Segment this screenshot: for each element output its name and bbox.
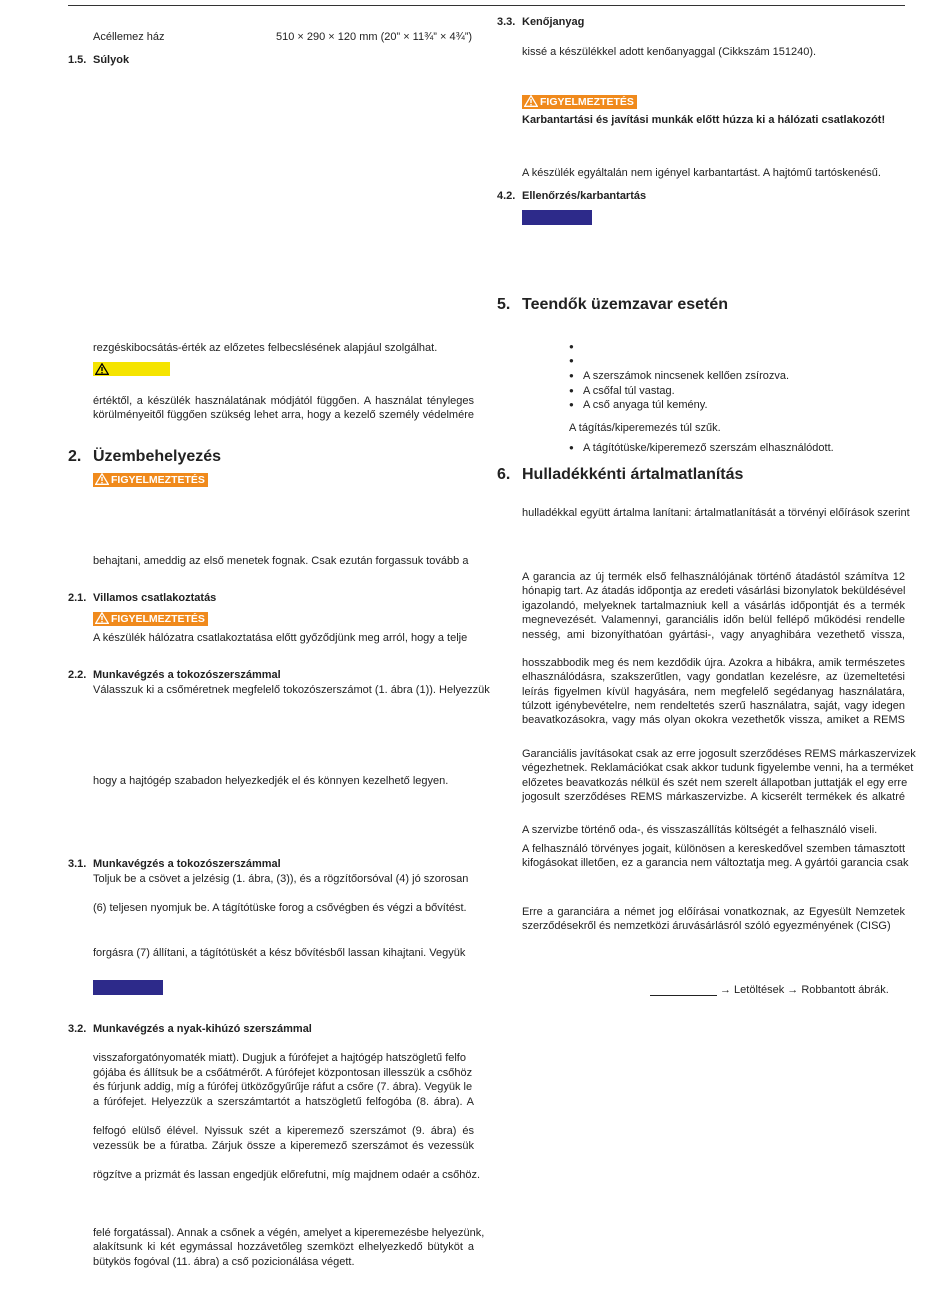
warning-triangle-icon	[95, 473, 109, 485]
warranty-text: A felhasználó törvényes jogait, különösen a kereskedővel szemben támasztott	[522, 843, 905, 855]
warranty-text: kifogásokat illetően, ez a garancia nem változtatja meg. A gyártói garancia csak	[522, 857, 909, 869]
neck-tool-text: bütykös fogóval (11. ábra) a cső pozicionálása végett.	[93, 1256, 355, 1268]
list-item: ● A tágítótüske/kiperemező szerszám elhasználódott.	[583, 441, 834, 455]
vibration-text: rezgéskibocsátás-érték az előzetes felbecslésének alapjául szolgálhat.	[93, 342, 438, 354]
socket-tool-text: Válasszuk ki a csőméretnek megfelelő tokozószerszámot (1. ábra (1)). Helyezzük	[93, 684, 490, 696]
warning-triangle-icon	[524, 95, 538, 107]
warranty-text: elhasználódásra, szakszerűtlen, vagy gondatlan kezelésre, az üzemeltetési	[522, 671, 905, 683]
section-heading-electrical: Villamos csatlakoztatás	[93, 592, 217, 604]
warning-triangle-icon	[95, 363, 109, 375]
maintenance-warning-text: Karbantartási és javítási munkák előtt húzza ki a hálózati csatlakozót!	[522, 114, 886, 126]
section-number: 2.2.	[68, 669, 87, 681]
warranty-text: Erre a garanciára a német jog előírásai vonatkoznak, az Egyesült Nemzetek	[522, 906, 905, 918]
link-underline[interactable]	[650, 995, 717, 996]
setup-text: behajtani, ameddig az első menetek fognak. Csak ezután forgassuk tovább a	[93, 555, 469, 567]
vibration-paragraph-line: értéktől, a készülék használatának módjától függően. A használat tényleges	[93, 395, 474, 407]
section-number: 4.2.	[497, 190, 516, 202]
problem-text: A tágítás/kiperemezés túl szűk.	[569, 422, 721, 434]
warning-text: FIGYELMEZTETÉS	[540, 96, 634, 108]
chapter-heading-troubleshooting: Teendők üzemzavar esetén	[522, 296, 729, 313]
warranty-text: hosszabbodik meg és nem kezdődik újra. Azokra a hibákra, amik természetes	[522, 657, 905, 669]
warning-label	[93, 612, 208, 626]
warranty-text: beavatkozásokra, vagy más olyan okokra vezethetők vissza, amiket a REMS	[522, 714, 905, 726]
warning-text: FIGYELMEZTETÉS	[111, 474, 205, 486]
notice-label	[522, 210, 592, 225]
section-number: 3.3.	[497, 16, 516, 28]
neck-tool-text: alakítsunk ki két egymással hozzávetőleg szemközt elhelyezkedő bütyköt a	[93, 1241, 474, 1253]
maintenance-text: A készülék egyáltalán nem igényel karbantartást. A hajtómű tartóskenésű.	[522, 167, 881, 179]
caution-label	[93, 362, 170, 376]
warranty-text: igazolandó, melyeknek tartalmazniuk kell a vásárlás időpontját és a termék	[522, 600, 905, 612]
chapter-number: 6.	[497, 466, 511, 483]
warranty-text: szerződésekről és nemzetközi áruvásárlásról szóló egyezményének (CISG)	[522, 920, 891, 932]
neck-tool-text: vezessük be a fúratba. Zárjuk össze a kiperemező szerszámot és vezessük	[93, 1140, 474, 1152]
warning-triangle-icon	[95, 612, 109, 624]
warranty-text: leírás figyelmen kívül hagyására, nem megfelelő segédanyag használatára,	[522, 686, 905, 698]
section-heading-weights: Súlyok	[93, 54, 130, 66]
warranty-text: hónapig tart. Az átadás időpontja az eredeti vásárlási bizonylatok beküldésével	[522, 585, 906, 597]
section-heading-socket-tool: Munkavégzés a tokozószerszámmal	[93, 669, 281, 681]
chapter-number: 5.	[497, 296, 511, 313]
section-number: 1.5.	[68, 54, 87, 66]
list-item: ● A szerszámok nincsenek kellően zsírozva.	[583, 369, 789, 383]
section-number: 2.1.	[68, 592, 87, 604]
socket-work-text: (6) teljesen nyomjuk be. A tágítótüske forog a csővégben és végzi a bővítést.	[93, 902, 467, 914]
warranty-text: előzetes beavatkozás nélkül és szét nem szerelt állapotban juttatják el egy erre	[522, 777, 908, 789]
neck-tool-text: a fúrófejet. Helyezzük a szerszámtartót a hatszögletű felfogóba (8. ábra). A	[93, 1096, 474, 1108]
neck-tool-text: rögzítve a prizmát és lassan engedjük előrefutni, míg majdnem odaér a csőhöz.	[93, 1169, 481, 1181]
neck-tool-text: felé forgatással). Annak a csőnek a végén, amelyet a kiperemezésbe helyezünk,	[93, 1227, 485, 1239]
socket-work-text: Toljuk be a csövet a jelzésig (1. ábra, (3)), és a rögzítőorsóval (4) jó szorosan	[93, 873, 469, 885]
list-item: ● A cső anyaga túl kemény.	[583, 398, 708, 412]
section-heading-neck-tool: Munkavégzés a nyak-kihúzó szerszámmal	[93, 1023, 312, 1035]
section-heading-socket-work: Munkavégzés a tokozószerszámmal	[93, 858, 281, 870]
lubricant-text: kissé a készülékkel adott kenőanyaggal (Cikkszám 151240).	[522, 46, 817, 58]
housing-label: Acéllemez ház	[93, 31, 165, 43]
neck-tool-text: gójába és állítsuk be a csőátmérőt. A fúrófejet központosan illesszük a csőhöz	[93, 1067, 473, 1079]
warranty-text: nesség, ami bizonyíthatóan gyártási-, vagy anyaghibára vezethető vissza,	[522, 629, 905, 641]
downloads-link-text: → Letöltések → Robbantott ábrák.	[720, 984, 889, 996]
warranty-text: A garancia az új termék első felhasználójának történő átadástól számítva 12	[522, 571, 905, 583]
warranty-text: megnevezését. Valamennyi, garanciális időn belül fellépő működési rendelle	[522, 614, 905, 626]
warning-label	[522, 95, 637, 109]
section-number: 3.2.	[68, 1023, 87, 1035]
chapter-heading-disposal: Hulladékkénti ártalmatlanítás	[522, 466, 744, 483]
vibration-paragraph-line: körülményeitől függően szükség lehet arra, hogy a kezelő személy védelmére	[93, 409, 474, 421]
disposal-text: hulladékkal együtt ártalma lanítani: ártalmatlanítását a törvényi előírások szerint	[522, 507, 910, 519]
housing-dimensions: 510 × 290 × 120 mm (20” × 11¾” × 4¾”)	[276, 31, 473, 43]
electrical-text: A készülék hálózatra csatlakoztatása előtt győződjünk meg arról, hogy a telje	[93, 632, 468, 644]
warranty-text: jogosult szerződéses REMS márkaszervizbe. A kicserélt termékek és alkatré	[522, 791, 905, 803]
top-rule	[68, 5, 905, 6]
socket-tool-text: hogy a hajtógép szabadon helyezkedjék el és könnyen kezelhető legyen.	[93, 775, 449, 787]
neck-tool-text: és fúrjunk addig, míg a fúrófej ütközőgyűrűje ráfut a csőre (7. ábra). Vegyük le	[93, 1081, 473, 1093]
warranty-text: túlzott igénybevételre, nem rendeltetés szerű használatra, saját, vagy idegen	[522, 700, 905, 712]
section-number: 3.1.	[68, 858, 87, 870]
socket-work-text: forgásra (7) állítani, a tágítótüskét a kész bővítésből lassan kihajtani. Vegyük	[93, 947, 466, 959]
section-heading-lubricant: Kenőjanyag	[522, 16, 585, 28]
list-item: ● A csőfal túl vastag.	[583, 384, 675, 398]
warning-label	[93, 473, 208, 487]
warranty-text: A szervizbe történő oda-, és visszaszállítás költségét a felhasználó viseli.	[522, 824, 878, 836]
warranty-text: végezhetnek. Reklamációkat csak akkor tudunk figyelembe venni, ha a terméket	[522, 762, 914, 774]
chapter-heading-setup: Üzembehelyezés	[93, 448, 222, 465]
notice-label	[93, 980, 163, 995]
section-heading-inspection: Ellenőrzés/karbantartás	[522, 190, 647, 202]
neck-tool-text: visszaforgatónyomaték miatt). Dugjuk a fúrófejet a hajtógép hatszögletű felfo	[93, 1052, 466, 1064]
warning-text: FIGYELMEZTETÉS	[111, 613, 205, 625]
neck-tool-text: felfogó elülső élével. Nyissuk szét a kiperemező szerszámot (9. ábra) és	[93, 1125, 474, 1137]
chapter-number: 2.	[68, 448, 82, 465]
warranty-text: Garanciális javításokat csak az erre jogosult szerződéses REMS márkaszervizek	[522, 748, 916, 760]
